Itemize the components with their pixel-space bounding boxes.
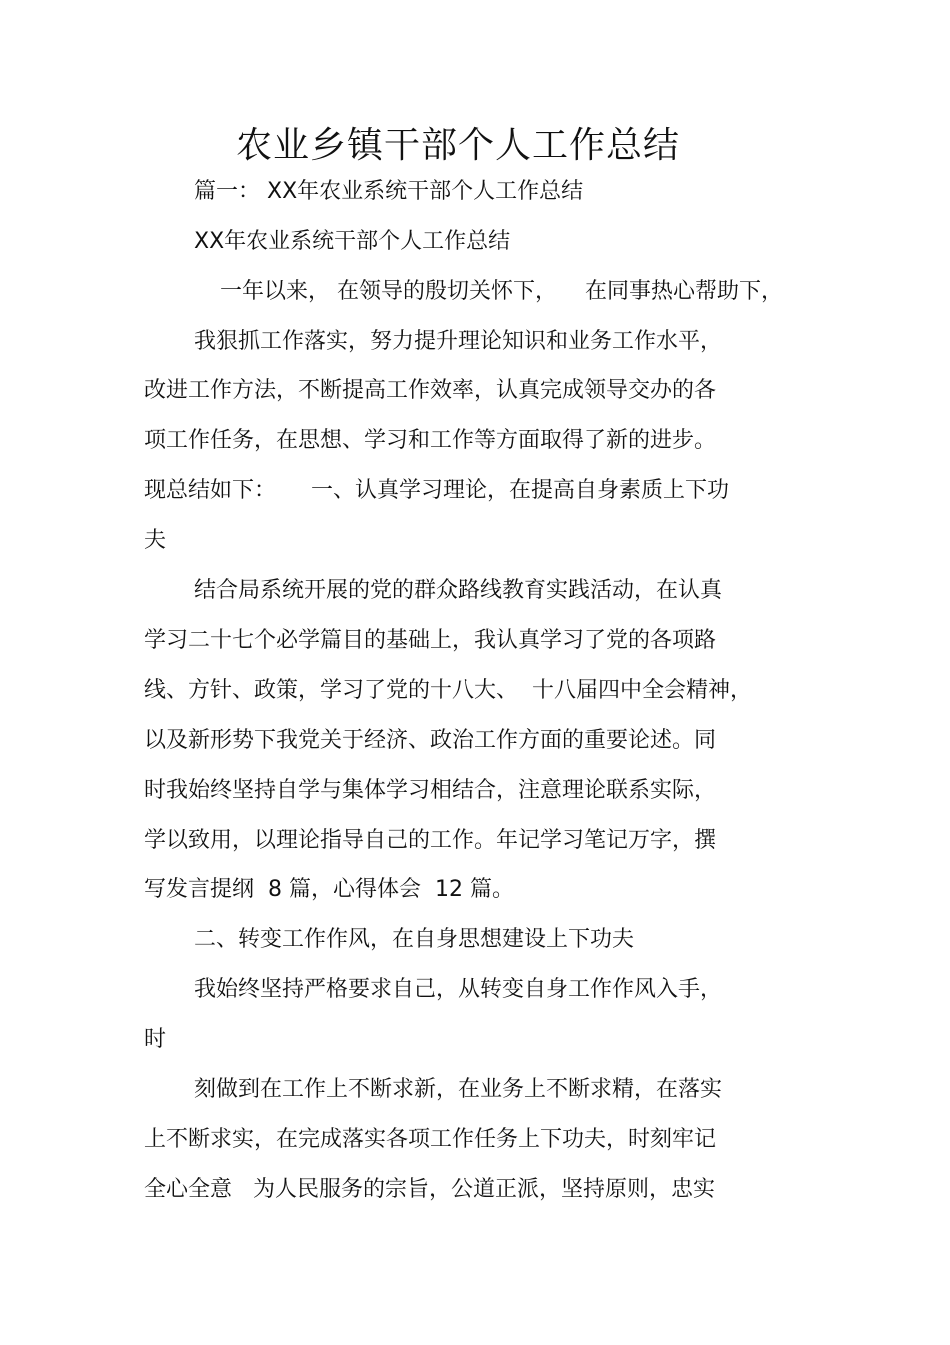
text-line: 二、转变工作作风，在自身思想建设上下功夫: [194, 927, 635, 952]
text-line: 学以致用，以理论指导自己的工作。年记学习笔记万字，撰: [144, 828, 717, 853]
text-line: XX年农业系统干部个人工作总结: [194, 229, 511, 254]
text-line: 改进工作方法，不断提高工作效率，认真完成领导交办的各: [144, 378, 717, 403]
text-line: 刻做到在工作上不断求新，在业务上不断求精，在落实: [194, 1077, 723, 1102]
text-line: 时我始终坚持自学与集体学习相结合，注意理论联系实际，: [144, 778, 717, 803]
text-line: 学习二十七个必学篇目的基础上，我认真学习了党的各项路: [144, 628, 717, 653]
text-line: 项工作任务，在思想、学习和工作等方面取得了新的进步。: [144, 428, 717, 453]
text-line: 结合局系统开展的党的群众路线教育实践活动，在认真: [194, 578, 723, 603]
text-line: 我始终坚持严格要求自己，从转变自身工作作风入手，: [194, 977, 723, 1002]
text-line: 上不断求实，在完成落实各项工作任务上下功夫，时刻牢记: [144, 1127, 717, 1152]
text-line: 写发言提纲 8 篇，心得体会 12 篇。: [144, 877, 514, 902]
text-line: 现总结如下： 一、认真学习理论，在提高自身素质上下功: [144, 478, 729, 503]
document-title: 农业乡镇干部个人工作总结: [235, 125, 680, 166]
text-line: 全心全意 为人民服务的宗旨，公道正派，坚持原则，忠实: [144, 1177, 715, 1202]
text-line: 篇一： XX年农业系统干部个人工作总结: [194, 179, 584, 204]
text-line: 以及新形势下我党关于经济、政治工作方面的重要论述。同: [144, 728, 717, 753]
text-line: 一年以来， 在领导的殷切关怀下， 在同事热心帮助下，: [220, 279, 783, 304]
text-line: 时: [144, 1027, 167, 1052]
text-line: 夫: [144, 528, 167, 553]
text-line: 我狠抓工作落实，努力提升理论知识和业务工作水平，: [194, 329, 723, 354]
text-line: 线、方针、政策，学习了党的十八大、 十八届四中全会精神，: [144, 678, 752, 703]
